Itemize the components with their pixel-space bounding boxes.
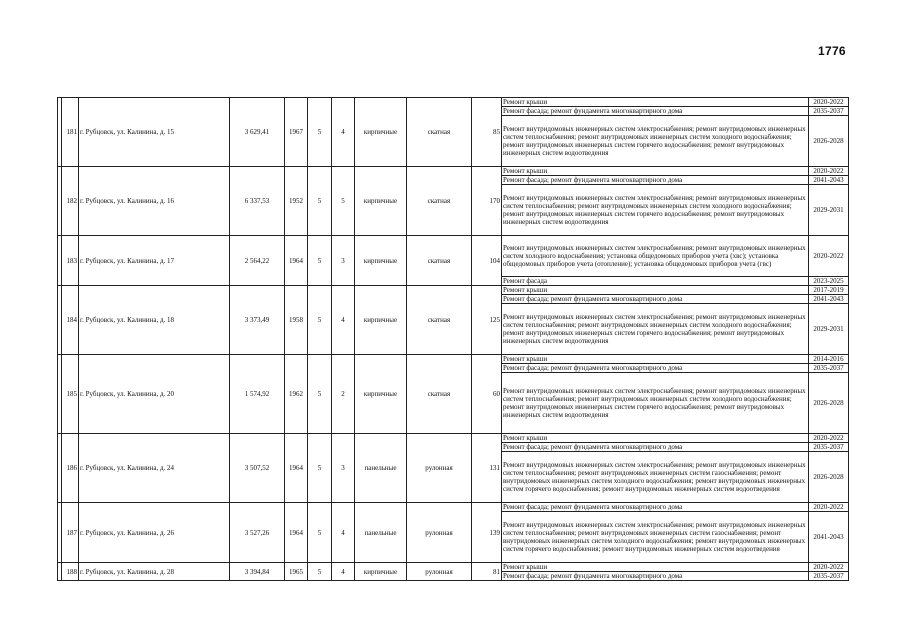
- work-description: Ремонт фасада; ремонт фундамента многоквартирного дома: [502, 572, 809, 581]
- row-number: 187: [62, 503, 79, 563]
- wall-material-cell: панельные: [355, 503, 407, 563]
- entrances-cell: 3: [332, 236, 355, 286]
- work-term: 2014-2016: [809, 355, 849, 364]
- table-body: [58, 98, 849, 581]
- work-description: Ремонт крыши: [502, 167, 809, 176]
- area-cell: 2 564,22: [230, 236, 285, 286]
- work-description: Ремонт фасада: [502, 277, 809, 286]
- area-cell: 3 527,26: [230, 503, 285, 563]
- work-description: Ремонт внутридомовых инженерных систем электроснабжения; ремонт внутридомовых инженерных систем теплоснабжения; ремонт внутридомовых инженерных систем холодного водоснабжения; ремонт внутридомовых инженерных систем горячего водоснабжения; ремонт внутридомовых инженерных систем водоотведения: [502, 185, 809, 236]
- work-term: 2020-2022: [809, 236, 849, 277]
- address-cell: г. Рубцовск, ул. Калинина, д. 28: [79, 563, 230, 581]
- table-row: [58, 286, 849, 295]
- roof-type-cell: рулонная: [407, 434, 472, 503]
- roof-type-cell: скатная: [407, 98, 472, 167]
- area-cell: 3 373,49: [230, 286, 285, 355]
- table-row: [58, 503, 849, 512]
- work-description: Ремонт внутридомовых инженерных систем электроснабжения; ремонт внутридомовых инженерных систем теплоснабжения; ремонт внутридомовых инженерных систем холодного водоснабжения; ремонт внутридомовых инженерных систем горячего водоснабжения; ремонт внутридомовых инженерных систем водоотведения: [502, 304, 809, 355]
- roof-type-cell: скатная: [407, 286, 472, 355]
- repair-schedule-table: [57, 97, 849, 581]
- work-term: 2029-2031: [809, 185, 849, 236]
- row-number: 183: [62, 236, 79, 286]
- roof-type-cell: скатная: [407, 167, 472, 236]
- work-description: Ремонт крыши: [502, 434, 809, 443]
- roof-type-cell: скатная: [407, 236, 472, 286]
- work-description: Ремонт внутридомовых инженерных систем электроснабжения; ремонт внутридомовых инженерных систем теплоснабжения; ремонт внутридомовых инженерных систем газоснабжения; ремонт внутридомовых инженерных систем холодного водоснабжения; ремонт внутридомовых инженерных систем горячего водоснабжения; ремонт внутридомовых инженерных систем водоотведения: [502, 512, 809, 563]
- address-cell: г. Рубцовск, ул. Калинина, д. 15: [79, 98, 230, 167]
- area-cell: 3 394,84: [230, 563, 285, 581]
- work-term: 2023-2025: [809, 277, 849, 286]
- residents-cell: 81: [472, 563, 502, 581]
- wall-material-cell: кирпичные: [355, 236, 407, 286]
- table-row: [58, 434, 849, 443]
- work-description: Ремонт фасада; ремонт фундамента многоквартирного дома: [502, 295, 809, 304]
- work-description: Ремонт внутридомовых инженерных систем электроснабжения; ремонт внутридомовых инженерных систем теплоснабжения; ремонт внутридомовых инженерных систем холодного водоснабжения; ремонт внутридомовых инженерных систем горячего водоснабжения; ремонт внутридомовых инженерных систем водоотведения: [502, 373, 809, 434]
- page-number: 1776: [818, 44, 846, 58]
- work-term: 2029-2031: [809, 304, 849, 355]
- work-term: 2035-2037: [809, 107, 849, 116]
- work-description: Ремонт внутридомовых инженерных систем электроснабжения; ремонт внутридомовых инженерных систем теплоснабжения; ремонт внутридомовых инженерных систем холодного водоснабжения; ремонт внутридомовых инженерных систем горячего водоснабжения; ремонт внутридомовых инженерных систем водоотведения: [502, 116, 809, 167]
- work-term: 2026-2028: [809, 373, 849, 434]
- floors-cell: 5: [308, 434, 332, 503]
- work-term: 2026-2028: [809, 452, 849, 503]
- residents-cell: 125: [472, 286, 502, 355]
- wall-material-cell: кирпичные: [355, 98, 407, 167]
- wall-material-cell: панельные: [355, 434, 407, 503]
- area-cell: 1 574,92: [230, 355, 285, 434]
- floors-cell: 5: [308, 98, 332, 167]
- wall-material-cell: кирпичные: [355, 286, 407, 355]
- work-term: 2017-2019: [809, 286, 849, 295]
- floors-cell: 5: [308, 236, 332, 286]
- row-number: 185: [62, 355, 79, 434]
- work-description: Ремонт фасада; ремонт фундамента многоквартирного дома: [502, 107, 809, 116]
- year-cell: 1964: [285, 503, 308, 563]
- year-cell: 1952: [285, 167, 308, 236]
- entrances-cell: 2: [332, 355, 355, 434]
- row-number: 184: [62, 286, 79, 355]
- floors-cell: 5: [308, 167, 332, 236]
- floors-cell: 5: [308, 286, 332, 355]
- row-number: 188: [62, 563, 79, 581]
- area-cell: 3 629,41: [230, 98, 285, 167]
- address-cell: г. Рубцовск, ул. Калинина, д. 26: [79, 503, 230, 563]
- area-cell: 3 507,52: [230, 434, 285, 503]
- roof-type-cell: скатная: [407, 355, 472, 434]
- row-number: 181: [62, 98, 79, 167]
- work-term: 2026-2028: [809, 116, 849, 167]
- address-cell: г. Рубцовск, ул. Калинина, д. 24: [79, 434, 230, 503]
- work-term: 2041-2043: [809, 295, 849, 304]
- work-term: 2035-2037: [809, 364, 849, 373]
- residents-cell: 170: [472, 167, 502, 236]
- table-row: [58, 236, 849, 277]
- address-cell: г. Рубцовск, ул. Калинина, д. 16: [79, 167, 230, 236]
- work-description: Ремонт фасада; ремонт фундамента многоквартирного дома: [502, 176, 809, 185]
- residents-cell: 60: [472, 355, 502, 434]
- row-number: 182: [62, 167, 79, 236]
- work-term: 2035-2037: [809, 572, 849, 581]
- work-description: Ремонт фасада; ремонт фундамента многоквартирного дома: [502, 503, 809, 512]
- work-term: 2020-2022: [809, 563, 849, 572]
- work-term: 2041-2043: [809, 176, 849, 185]
- floors-cell: 5: [308, 563, 332, 581]
- work-description: Ремонт крыши: [502, 563, 809, 572]
- wall-material-cell: кирпичные: [355, 563, 407, 581]
- work-description: Ремонт крыши: [502, 355, 809, 364]
- residents-cell: 85: [472, 98, 502, 167]
- work-description: Ремонт фасада; ремонт фундамента многоквартирного дома: [502, 443, 809, 452]
- roof-type-cell: рулонная: [407, 563, 472, 581]
- address-cell: г. Рубцовск, ул. Калинина, д. 20: [79, 355, 230, 434]
- work-description: Ремонт фасада; ремонт фундамента многоквартирного дома: [502, 364, 809, 373]
- entrances-cell: 5: [332, 167, 355, 236]
- residents-cell: 139: [472, 503, 502, 563]
- work-term: 2020-2022: [809, 434, 849, 443]
- year-cell: 1962: [285, 355, 308, 434]
- area-cell: 6 337,53: [230, 167, 285, 236]
- table-row: [58, 355, 849, 364]
- year-cell: 1964: [285, 236, 308, 286]
- row-number: 186: [62, 434, 79, 503]
- work-term: 2020-2022: [809, 167, 849, 176]
- table-row: [58, 167, 849, 176]
- work-description: Ремонт крыши: [502, 286, 809, 295]
- work-description: Ремонт внутридомовых инженерных систем электроснабжения; ремонт внутридомовых инженерных систем холодного водоснабжения; установка общедомовых приборов учета (хвс); установка общедомовых приборов учета (отопление); установка общедомовых приборов учета (гвс): [502, 236, 809, 277]
- entrances-cell: 4: [332, 503, 355, 563]
- floors-cell: 5: [308, 355, 332, 434]
- residents-cell: 104: [472, 236, 502, 286]
- table-row: [58, 98, 849, 107]
- table-row: [58, 563, 849, 572]
- residents-cell: 131: [472, 434, 502, 503]
- work-term: 2041-2043: [809, 512, 849, 563]
- work-term: 2020-2022: [809, 503, 849, 512]
- work-description: Ремонт крыши: [502, 98, 809, 107]
- entrances-cell: 4: [332, 98, 355, 167]
- work-description: Ремонт внутридомовых инженерных систем электроснабжения; ремонт внутридомовых инженерных систем теплоснабжения; ремонт внутридомовых инженерных систем газоснабжения; ремонт внутридомовых инженерных систем холодного водоснабжения; ремонт внутридомовых инженерных систем горячего водоснабжения; ремонт внутридомовых инженерных систем водоотведения: [502, 452, 809, 503]
- year-cell: 1965: [285, 563, 308, 581]
- work-term: 2020-2022: [809, 98, 849, 107]
- wall-material-cell: кирпичные: [355, 355, 407, 434]
- year-cell: 1964: [285, 434, 308, 503]
- entrances-cell: 4: [332, 563, 355, 581]
- year-cell: 1967: [285, 98, 308, 167]
- entrances-cell: 4: [332, 286, 355, 355]
- roof-type-cell: рулонная: [407, 503, 472, 563]
- address-cell: г. Рубцовск, ул. Калинина, д. 18: [79, 286, 230, 355]
- year-cell: 1958: [285, 286, 308, 355]
- entrances-cell: 3: [332, 434, 355, 503]
- address-cell: г. Рубцовск, ул. Калинина, д. 17: [79, 236, 230, 286]
- wall-material-cell: кирпичные: [355, 167, 407, 236]
- floors-cell: 5: [308, 503, 332, 563]
- work-term: 2035-2037: [809, 443, 849, 452]
